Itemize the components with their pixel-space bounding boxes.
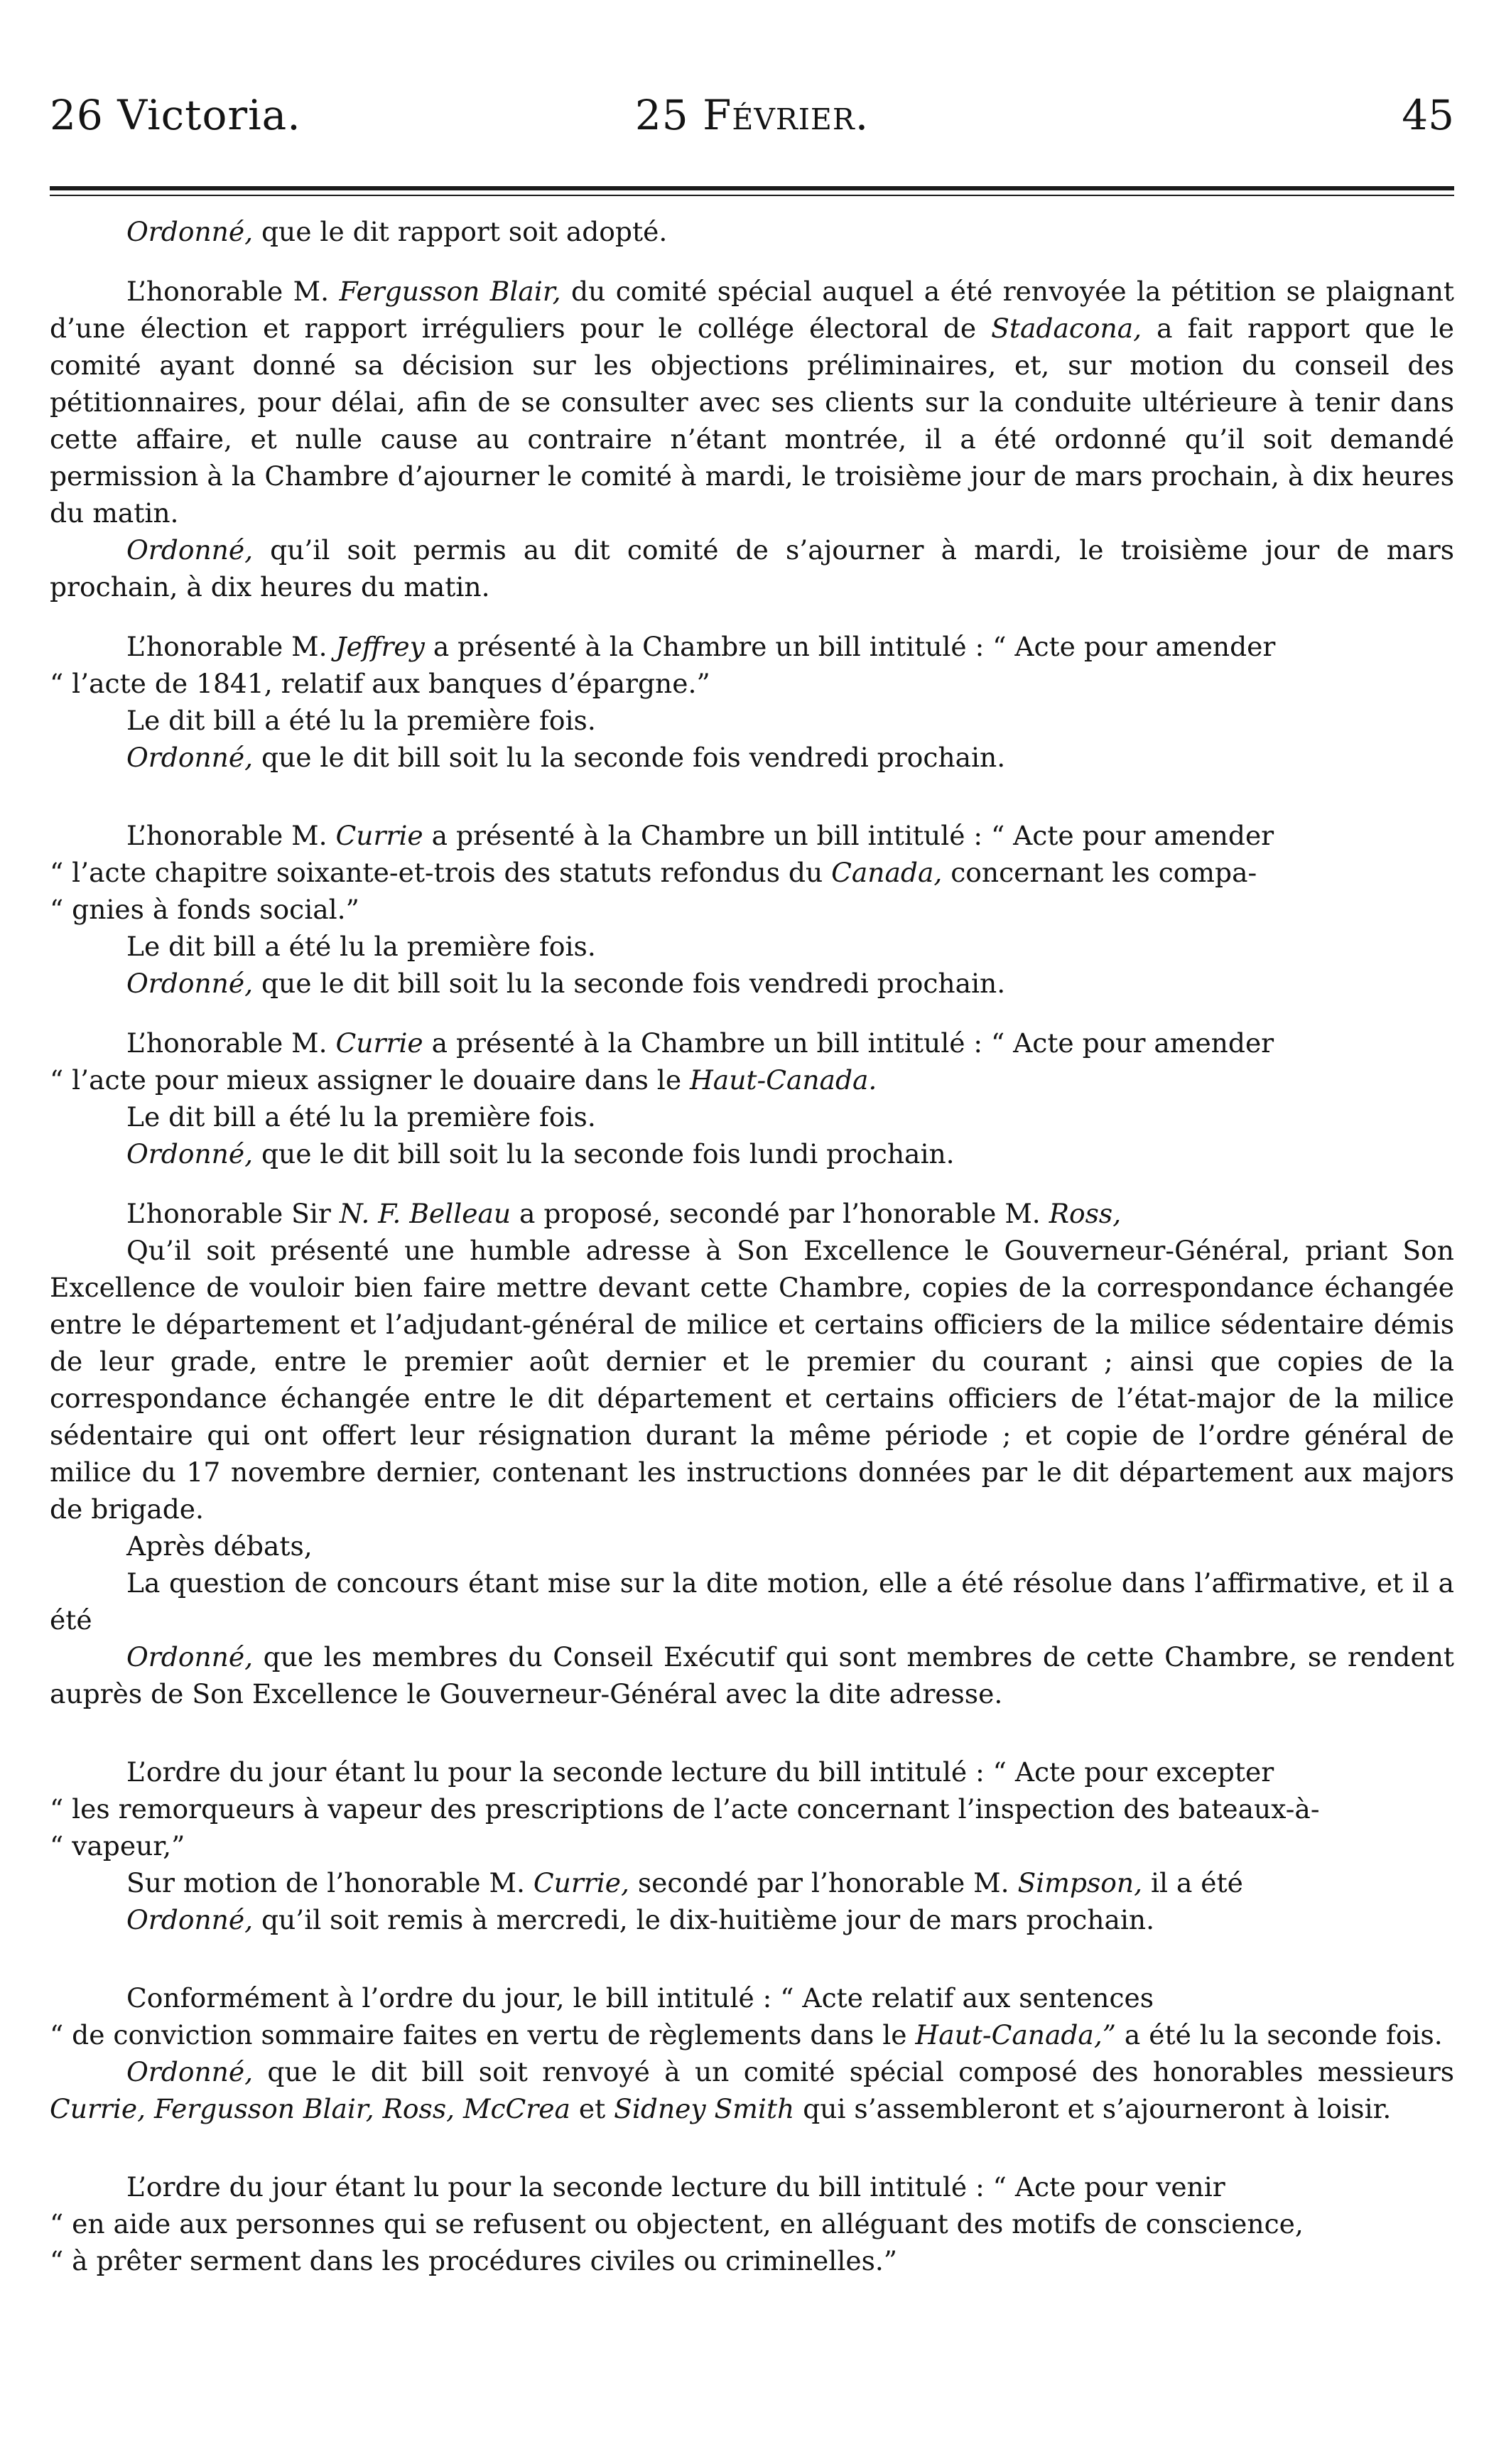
paragraph-quote-line: “ l’acte de 1841, relatif aux banques d’épargne.”	[50, 668, 710, 699]
italic-text: Ordonné,	[126, 742, 254, 773]
header-date	[635, 91, 869, 139]
page-number: 45	[1402, 91, 1454, 139]
text: a présenté à la Chambre un bill intitulé : “ Acte pour amender	[424, 631, 1276, 662]
header-rule	[50, 186, 1454, 196]
paragraph	[50, 2053, 1454, 2127]
italic-text: Stadacona,	[991, 313, 1142, 344]
paragraph	[50, 628, 1454, 665]
text: Sur motion de l’honorable M.	[126, 1867, 534, 1898]
text: “ de conviction sommaire faites en vertu de règlements dans le	[50, 2019, 916, 2050]
paragraph	[50, 213, 1454, 250]
text: “ l’acte pour mieux assigner le douaire dans le	[50, 1064, 690, 1096]
paragraph: Le dit bill a été lu la première fois.	[126, 705, 596, 736]
text: L’honorable M.	[126, 1027, 336, 1059]
paragraph: Conformément à l’ordre du jour, le bill intitulé : “ Acte relatif aux sentences	[126, 1982, 1154, 2014]
paragraph-quote-line: “ à prêter serment dans les procédures civiles ou criminelles.”	[50, 2245, 898, 2276]
text: secondé par l’honorable M.	[629, 1867, 1018, 1898]
header-month: Février.	[703, 91, 870, 139]
text: que le dit bill soit lu la seconde fois vendredi prochain.	[253, 968, 1006, 999]
text: a été lu la seconde fois.	[1115, 2019, 1443, 2050]
italic-text: Sidney Smith	[614, 2093, 795, 2124]
italic-text: Ordonné,	[126, 1138, 254, 1169]
paragraph	[50, 273, 1454, 531]
italic-text: Canada,	[831, 857, 943, 888]
paragraph: Le dit bill a été lu la première fois.	[126, 931, 596, 962]
text: il a été	[1142, 1867, 1243, 1898]
text: que le dit rapport soit adopté.	[253, 216, 668, 247]
italic-text: Jeffrey	[335, 631, 425, 662]
text: que les membres du Conseil Exécutif qui sont membres de cette Chambre, se rendent auprès de Son Excellence le Gouverneur-Général avec la dite adresse.	[50, 1641, 1454, 1709]
paragraph: La question de concours étant mise sur la dite motion, elle a été résolue dans l’affirmative, et il a été	[50, 1567, 1454, 1636]
italic-text: Currie	[335, 820, 423, 851]
rule-thick	[50, 186, 1454, 190]
italic-text: Ordonné,	[126, 534, 254, 566]
paragraph	[50, 1135, 1454, 1172]
paragraph	[50, 817, 1454, 854]
paragraph	[50, 1638, 1454, 1712]
paragraph-quote-line: “ vapeur,”	[50, 1830, 185, 1861]
header-session: 26 Victoria.	[50, 91, 301, 139]
italic-text: Ordonné,	[126, 1641, 254, 1673]
page-header	[50, 91, 1454, 155]
italic-text: Currie,	[533, 1867, 629, 1898]
text: “ l’acte chapitre soixante-et-trois des statuts refondus du	[50, 857, 832, 888]
paragraph: L’ordre du jour étant lu pour la seconde lecture du bill intitulé : “ Acte pour excepter	[126, 1756, 1274, 1788]
paragraph	[50, 1025, 1454, 1061]
italic-text: Simpson,	[1017, 1867, 1143, 1898]
text: L’honorable M.	[126, 631, 336, 662]
text: que le dit bill soit lu la seconde fois lundi prochain.	[253, 1138, 955, 1169]
text: qui s’assembleront et s’ajourneront à loisir.	[794, 2093, 1392, 2124]
italic-text: Currie	[335, 1027, 423, 1059]
text: que le dit bill soit renvoyé à un comité spécial composé des honorables messieurs	[253, 2056, 1454, 2087]
paragraph-quote-line: “ les remorqueurs à vapeur des prescriptions de l’acte concernant l’inspection des bateaux-à-	[50, 1793, 1320, 1825]
paragraph: Qu’il soit présenté une humble adresse à Son Excellence le Gouverneur-Général, priant Son Excellence de vouloir bien faire mettre devant cette Chambre, copies de la correspondance échangée entre le département et l’adjudant-général de milice et certains officiers de la milice sédentaire démis de leur grade, entre le premier août dernier et le premier du courant ; ainsi que copies de la correspondance échangée entre le dit département et certains officiers de l’état-major de la milice sédentaire qui ont offert leur résignation durant la même période ; et copie de l’ordre général de milice du 17 novembre dernier, contenant les instructions données par le dit département aux majors de brigade.	[50, 1235, 1454, 1525]
paragraph-quote-line: “ gnies à fonds social.”	[50, 894, 359, 925]
text: qu’il soit permis au dit comité de s’ajourner à mardi, le troisième jour de mars prochain, à dix heures du matin.	[50, 534, 1454, 603]
text: que le dit bill soit lu la seconde fois vendredi prochain.	[253, 742, 1006, 773]
paragraph: L’ordre du jour étant lu pour la seconde lecture du bill intitulé : “ Acte pour venir	[126, 2171, 1225, 2203]
paragraph-quote-line	[50, 1061, 1454, 1098]
journal-body	[50, 213, 1454, 2279]
paragraph-quote-line: “ en aide aux personnes qui se refusent ou objectent, en alléguant des motifs de conscience,	[50, 2208, 1304, 2239]
italic-text: Haut-Canada,”	[915, 2019, 1116, 2050]
italic-text: Haut-Canada.	[690, 1064, 877, 1096]
paragraph	[50, 1901, 1454, 1938]
paragraph-quote-line	[50, 854, 1454, 891]
paragraph	[50, 1864, 1454, 1901]
paragraph	[50, 1195, 1454, 1232]
text: du comité spécial auquel a été renvoyée la pétition se plaignant d’une élection et rapport irréguliers pour le collége électoral de	[50, 276, 1454, 344]
italic-text: Ordonné,	[126, 968, 254, 999]
italic-text: Ordonné,	[126, 216, 254, 247]
text: a présenté à la Chambre un bill intitulé : “ Acte pour amender	[423, 1027, 1274, 1059]
text: et	[570, 2093, 614, 2124]
paragraph	[50, 531, 1454, 605]
text: a présenté à la Chambre un bill intitulé : “ Acte pour amender	[423, 820, 1274, 851]
paragraph: Le dit bill a été lu la première fois.	[126, 1101, 596, 1133]
paragraph	[50, 965, 1454, 1002]
italic-text: Fergusson Blair,	[339, 276, 561, 307]
text: a proposé, secondé par l’honorable M.	[511, 1198, 1049, 1229]
header-day: 25	[634, 91, 689, 139]
paragraph: Après débats,	[126, 1530, 313, 1562]
text: L’honorable Sir	[126, 1198, 340, 1229]
text: L’honorable M.	[126, 820, 336, 851]
paragraph-quote-line	[50, 2016, 1454, 2053]
rule-thin	[50, 195, 1454, 196]
italic-text: Ordonné,	[126, 1904, 254, 1935]
text: a fait rapport que le comité ayant donné sa décision sur les objections préliminaires, et, sur motion du conseil des pétitionnaires, pour délai, afin de se consulter avec ses clients sur la conduite ultérieure à tenir dans cette affaire, et nulle cause au contraire n’étant montrée, il a été ordonné qu’il soit demandé permission à la Chambre d’ajourner le comité à mardi, le troisième jour de mars prochain, à dix heures du matin.	[50, 313, 1454, 529]
text: L’honorable M.	[126, 276, 340, 307]
text: qu’il soit remis à mercredi, le dix-huitième jour de mars prochain.	[253, 1904, 1155, 1935]
italic-text: Ross,	[1049, 1198, 1122, 1229]
text: concernant les compa-	[942, 857, 1257, 888]
italic-text: N. F. Belleau	[339, 1198, 511, 1229]
italic-text: Currie, Fergusson Blair, Ross, McCrea	[50, 2093, 570, 2124]
italic-text: Ordonné,	[126, 2056, 254, 2087]
paragraph	[50, 739, 1454, 776]
